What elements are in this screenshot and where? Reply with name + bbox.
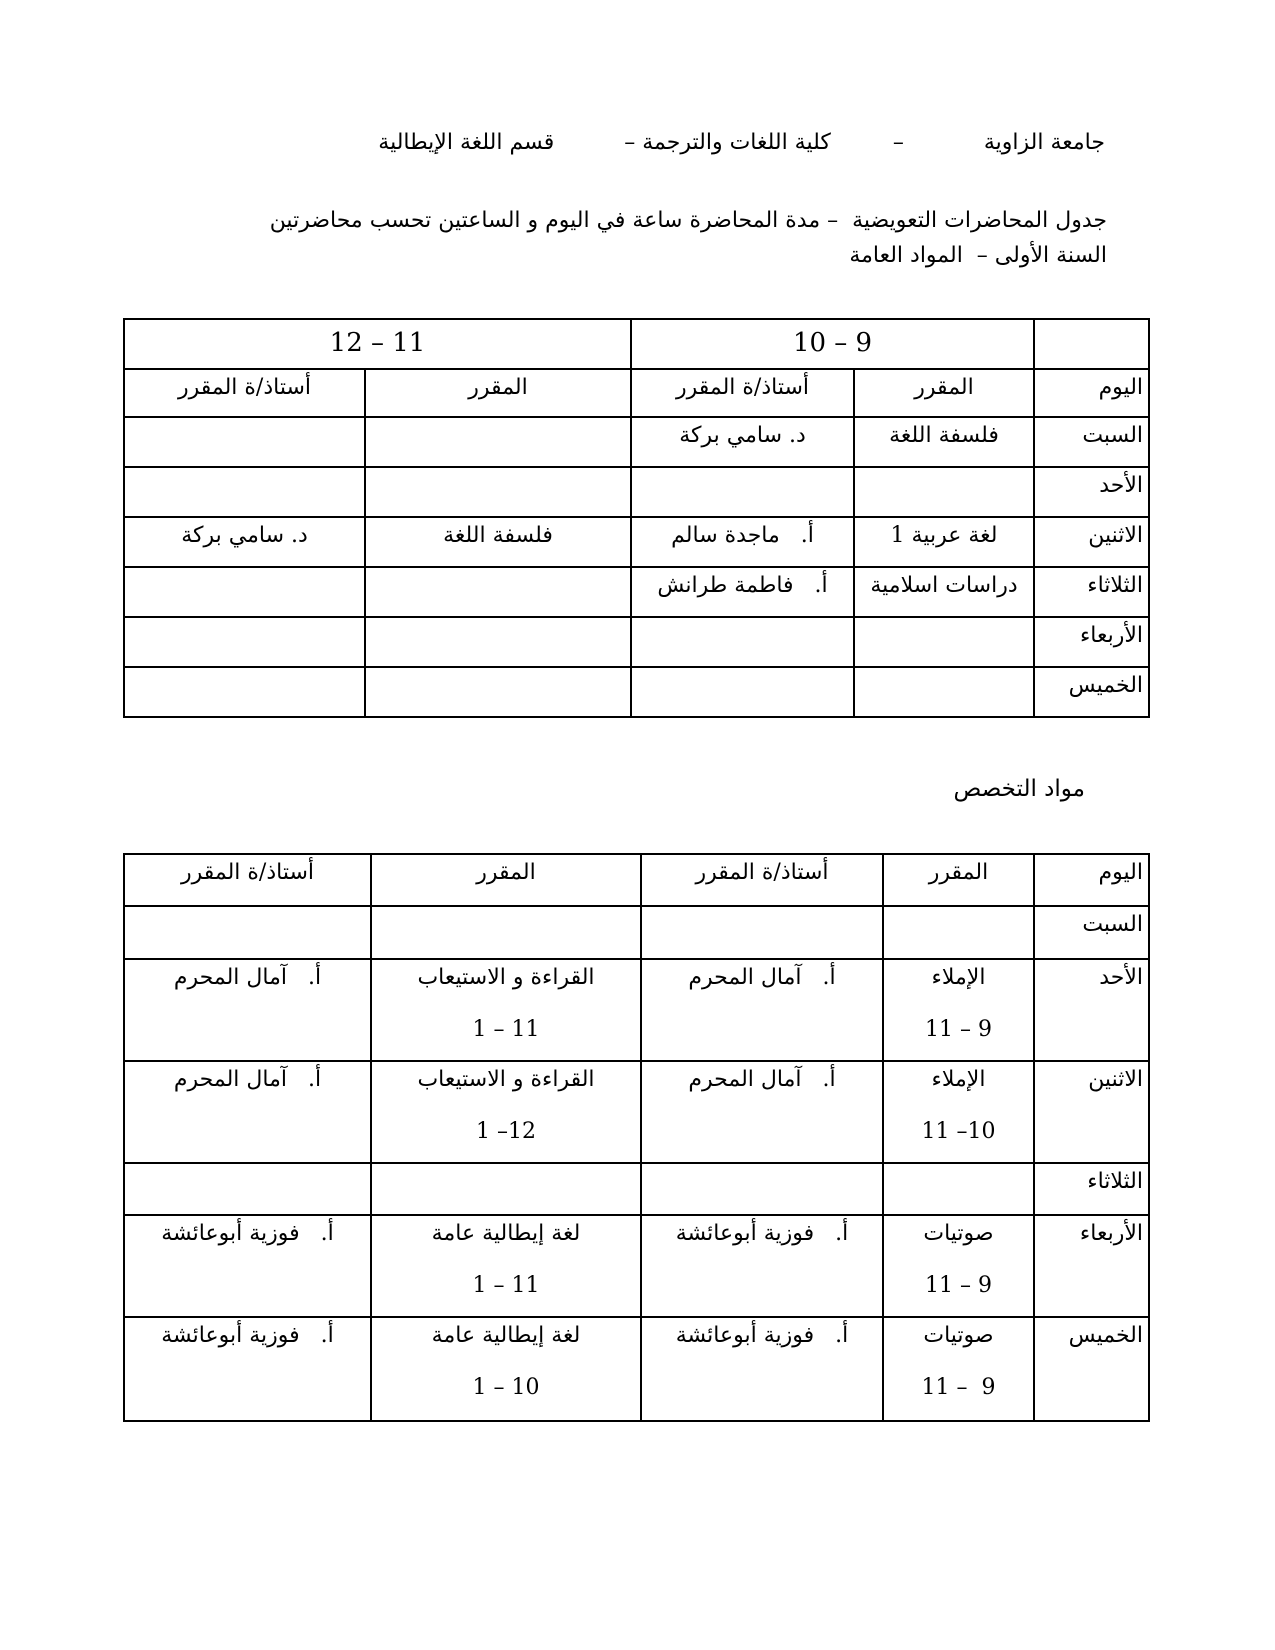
day-cell: الخميس xyxy=(1034,1317,1149,1421)
course-cell xyxy=(371,1163,641,1215)
course-time: 1 – 10 xyxy=(472,1375,540,1400)
instructor-cell xyxy=(641,1163,883,1215)
t2-header-instructor-1: أستاذ/ة المقرر xyxy=(641,854,883,906)
instructor-cell: أ. فوزية أبوعائشة xyxy=(124,1317,371,1421)
instructor-cell xyxy=(631,667,854,717)
course-cell xyxy=(365,467,631,517)
course-cell: دراسات اسلامية xyxy=(854,567,1034,617)
t1-row-tuesday xyxy=(124,567,1149,617)
t1-header-instructor-1: أستاذ/ة المقرر xyxy=(631,369,854,417)
instructor-cell xyxy=(124,667,365,717)
course-name: القراءة و الاستيعاب xyxy=(417,1067,595,1092)
t2-header-instructor-2: أستاذ/ة المقرر xyxy=(124,854,371,906)
t1-header-instructor-2: أستاذ/ة المقرر xyxy=(124,369,365,417)
course-cell xyxy=(883,1163,1034,1215)
university-name: جامعة الزاوية xyxy=(983,130,1105,155)
t1-row-thursday xyxy=(124,667,1149,717)
course-name: الإملاء xyxy=(931,1067,986,1092)
t1-column-header-row xyxy=(124,369,1149,417)
t1-time-slot-9-10: 10 – 9 xyxy=(631,319,1034,369)
day-cell: الأربعاء xyxy=(1034,1215,1149,1317)
instructor-cell: أ. فوزية أبوعائشة xyxy=(124,1215,371,1317)
course-cell xyxy=(371,959,641,1061)
instructor-cell: د. سامي بركة xyxy=(124,517,365,567)
instructor-cell xyxy=(631,467,854,517)
t2-row-monday xyxy=(124,1061,1149,1163)
t2-header-course-1: المقرر xyxy=(883,854,1034,906)
course-cell xyxy=(371,1317,641,1421)
day-cell: الأحد xyxy=(1034,959,1149,1061)
instructor-cell xyxy=(124,906,371,959)
t1-header-day: اليوم xyxy=(1034,369,1149,417)
day-cell: السبت xyxy=(1034,906,1149,959)
course-cell: فلسفة اللغة xyxy=(365,517,631,567)
subtitle-line-1: جدول المحاضرات التعويضية – مدة المحاضرة ساعة في اليوم و الساعتين تحسب محاضرتين xyxy=(269,208,1107,233)
course-cell: فلسفة اللغة xyxy=(854,417,1034,467)
course-cell xyxy=(371,1215,641,1317)
t2-row-thursday xyxy=(124,1317,1149,1421)
course-cell xyxy=(883,1317,1034,1421)
t2-row-saturday xyxy=(124,906,1149,959)
instructor-cell: أ. آمال المحرم xyxy=(641,1061,883,1163)
instructor-cell: أ. فوزية أبوعائشة xyxy=(641,1215,883,1317)
course-time: 1 – 11 xyxy=(472,1273,540,1298)
instructor-cell xyxy=(124,467,365,517)
course-cell xyxy=(883,959,1034,1061)
t1-row-monday xyxy=(124,517,1149,567)
instructor-cell xyxy=(124,417,365,467)
section-title-specialization: مواد التخصص xyxy=(953,776,1085,802)
course-time: 1 –12 xyxy=(476,1119,536,1144)
instructor-cell: أ. فوزية أبوعائشة xyxy=(641,1317,883,1421)
instructor-cell: أ. آمال المحرم xyxy=(124,959,371,1061)
t1-time-header-day-cell xyxy=(1034,319,1149,369)
instructor-cell: أ. آمال المحرم xyxy=(124,1061,371,1163)
course-name: الإملاء xyxy=(931,965,986,990)
t1-row-sunday xyxy=(124,467,1149,517)
course-time: 11 – 9 xyxy=(921,1375,996,1400)
course-time: 1 – 11 xyxy=(472,1017,540,1042)
department-name: قسم اللغة الإيطالية xyxy=(378,130,555,155)
course-cell xyxy=(371,1061,641,1163)
instructor-cell xyxy=(124,617,365,667)
subtitle-line-2: السنة الأولى – المواد العامة xyxy=(849,243,1107,268)
general-subjects-table xyxy=(123,318,1150,718)
course-cell xyxy=(883,1061,1034,1163)
course-name: صوتيات xyxy=(923,1323,994,1348)
instructor-cell xyxy=(124,1163,371,1215)
instructor-cell: أ. ماجدة سالم xyxy=(631,517,854,567)
day-cell: الاثنين xyxy=(1034,1061,1149,1163)
course-cell xyxy=(371,906,641,959)
course-cell xyxy=(883,1215,1034,1317)
course-time: 11 –10 xyxy=(921,1119,996,1144)
t1-time-slot-11-12: 12 – 11 xyxy=(124,319,631,369)
t2-column-header-row xyxy=(124,854,1149,906)
course-cell xyxy=(365,667,631,717)
day-cell: السبت xyxy=(1034,417,1149,467)
course-cell: لغة عربية 1 xyxy=(854,517,1034,567)
header-dash: – xyxy=(892,130,904,155)
course-name: القراءة و الاستيعاب xyxy=(417,965,595,990)
t1-time-header-row xyxy=(124,319,1149,369)
day-cell: الثلاثاء xyxy=(1034,567,1149,617)
instructor-cell: أ. فاطمة طرانش xyxy=(631,567,854,617)
course-cell xyxy=(365,617,631,667)
course-cell xyxy=(854,617,1034,667)
t1-header-course-1: المقرر xyxy=(854,369,1034,417)
faculty-name: كلية اللغات والترجمة – xyxy=(624,130,831,155)
course-cell xyxy=(883,906,1034,959)
t2-header-course-2: المقرر xyxy=(371,854,641,906)
document-subtitle xyxy=(270,203,1107,273)
course-cell xyxy=(365,567,631,617)
instructor-cell: أ. آمال المحرم xyxy=(641,959,883,1061)
course-name: لغة إيطالية عامة xyxy=(431,1221,581,1246)
course-cell xyxy=(854,667,1034,717)
instructor-cell xyxy=(631,617,854,667)
t2-row-tuesday xyxy=(124,1163,1149,1215)
t1-row-saturday xyxy=(124,417,1149,467)
day-cell: الأربعاء xyxy=(1034,617,1149,667)
t1-header-course-2: المقرر xyxy=(365,369,631,417)
course-name: لغة إيطالية عامة xyxy=(431,1323,581,1348)
instructor-cell: د. سامي بركة xyxy=(631,417,854,467)
course-time: 11 – 9 xyxy=(925,1273,992,1298)
t2-row-wednesday xyxy=(124,1215,1149,1317)
course-cell xyxy=(854,467,1034,517)
specialization-subjects-table xyxy=(123,853,1150,1422)
instructor-cell xyxy=(641,906,883,959)
course-name: صوتيات xyxy=(923,1221,994,1246)
day-cell: الخميس xyxy=(1034,667,1149,717)
course-cell xyxy=(365,417,631,467)
t1-row-wednesday xyxy=(124,617,1149,667)
day-cell: الثلاثاء xyxy=(1034,1163,1149,1215)
course-time: 11 – 9 xyxy=(925,1017,992,1042)
instructor-cell xyxy=(124,567,365,617)
day-cell: الاثنين xyxy=(1034,517,1149,567)
t2-header-day: اليوم xyxy=(1034,854,1149,906)
day-cell: الأحد xyxy=(1034,467,1149,517)
document-header xyxy=(378,130,1105,155)
t2-row-sunday xyxy=(124,959,1149,1061)
